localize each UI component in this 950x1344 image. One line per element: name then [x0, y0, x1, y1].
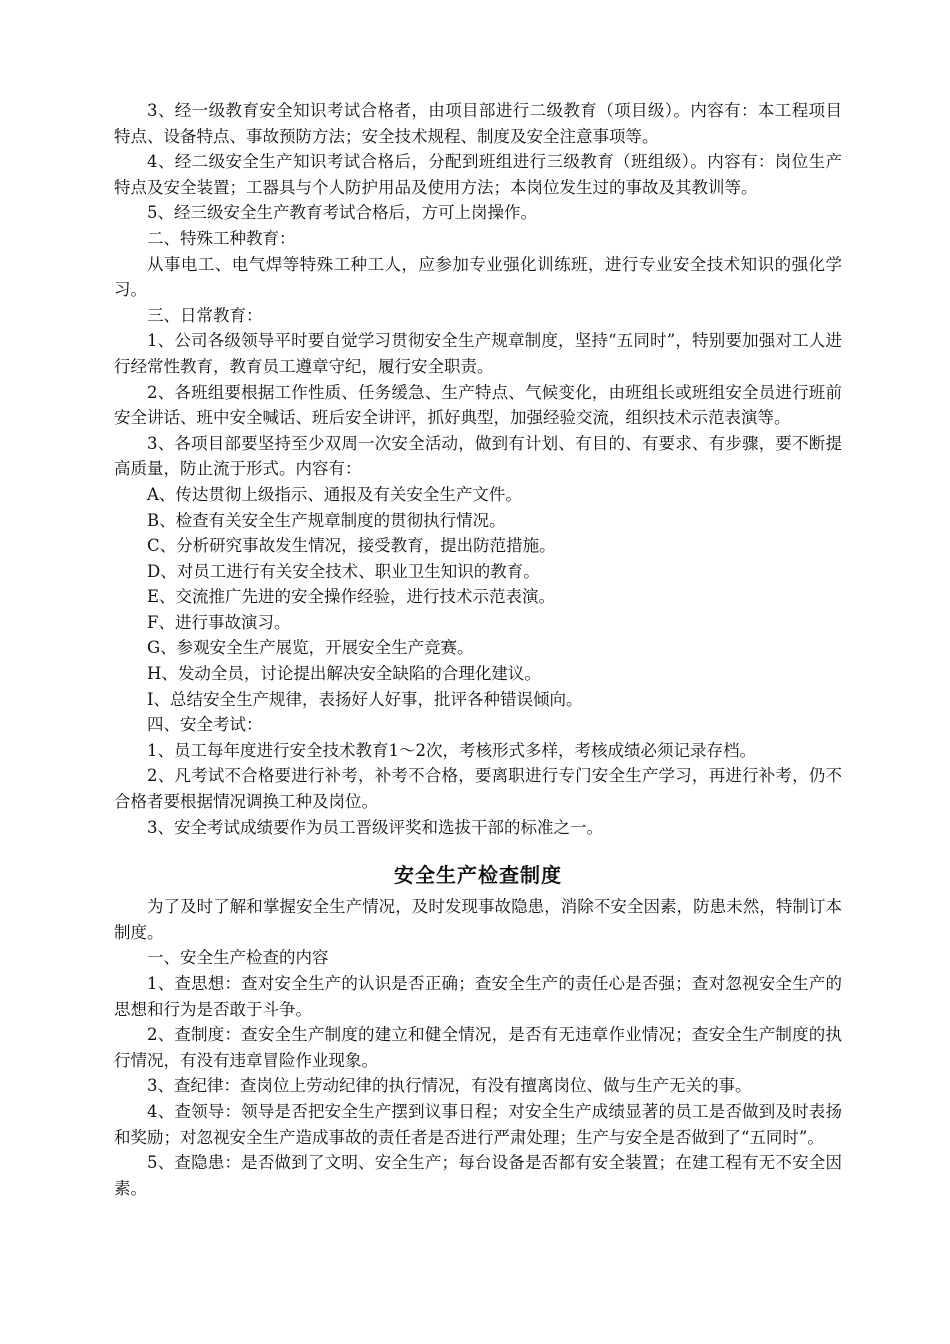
document-page	[114, 98, 842, 1201]
list-item-i: I、总结安全生产规律，表扬好人好事，批评各种错误倾向。	[147, 689, 583, 709]
list-item-d: D、对员工进行有关安全技术、职业卫生知识的教育。	[147, 561, 540, 581]
paragraph-daily-1: 1、公司各级领导平时要自觉学习贯彻安全生产规章制度，坚持“五同时”，特别要加强对工人进行经常性教育，教育员工遵章守纪，履行安全职责。	[114, 331, 842, 376]
paragraph-special-trades: 从事电工、电气焊等特殊工种工人，应参加专业强化训练班，进行专业安全技术知识的强化学习。	[114, 254, 842, 300]
list-item-g: G、参观安全生产展览，开展安全生产竞赛。	[147, 638, 474, 658]
subheading-inspection-content: 一、安全生产检查的内容	[147, 948, 329, 968]
section-title: 安全生产检查制度	[394, 863, 562, 888]
paragraph-check-thinking: 1、查思想：查对安全生产的认识是否正确；查安全生产的责任心是否强；查对忽视安全生产的思想和行为是否敢于斗争。	[114, 974, 842, 1019]
paragraph-level3-education: 4、经二级安全生产知识考试合格后，分配到班组进行三级教育（班组级）。内容有：岗位生产特点及安全装置；工器具与个人防护用品及使用方法；本岗位发生过的事故及其教训等。	[114, 152, 842, 197]
paragraph-exam-2: 2、凡考试不合格要进行补考，补考不合格，要离职进行专门安全生产学习，再进行补考，仍不合格者要根据情况调换工种及岗位。	[114, 766, 842, 812]
subheading-safety-exam: 四、安全考试：	[147, 715, 263, 735]
list-item-h: H、发动全员，讨论提出解决安全缺陷的合理化建议。	[147, 664, 541, 684]
paragraph-daily-2: 2、各班组要根据工作性质、任务缓急、生产特点、气候变化，由班组长或班组安全员进行班前安全讲话、班中安全喊话、班后安全讲评，抓好典型，加强经验交流，组织技术示范表演等。	[114, 382, 842, 428]
list-item-e: E、交流推广先进的安全操作经验，进行技术示范表演。	[147, 587, 556, 607]
paragraph-check-leadership: 4、查领导：领导是否把安全生产摆到议事日程；对安全生产成绩显著的员工是否做到及时表扬和奖励；对忽视安全生产造成事故的责任者是否进行严肃处理；生产与安全是否做到了“五同时”。	[114, 1101, 842, 1147]
list-item-f: F、进行事故演习。	[147, 612, 291, 632]
subheading-special-trades: 二、特殊工种教育：	[147, 228, 296, 248]
paragraph-start-work: 5、经三级安全生产教育考试合格后，方可上岗操作。	[147, 203, 537, 223]
safety-inspection-section	[114, 858, 842, 1201]
paragraph-check-discipline: 3、查纪律：查岗位上劳动纪律的执行情况，有没有擅离岗位、做与生产无关的事。	[147, 1076, 752, 1096]
subheading-daily-education: 三、日常教育：	[147, 305, 263, 325]
paragraph-daily-3: 3、各项目部要坚持至少双周一次安全活动，做到有计划、有目的、有要求、有步骤，要不断提高质量，防止流于形式。内容有：	[114, 433, 842, 479]
safety-education-section	[114, 98, 842, 840]
list-item-a: A、传达贯彻上级指示、通报及有关安全生产文件。	[147, 484, 522, 504]
paragraph-level2-education: 3、经一级教育安全知识考试合格者，由项目部进行二级教育（项目级）。内容有：本工程项目特点、设备特点、事故预防方法；安全技术规程、制度及安全注意事项等。	[114, 101, 842, 146]
paragraph-exam-3: 3、安全考试成绩要作为员工晋级评奖和选拔干部的标准之一。	[147, 817, 603, 837]
paragraph-exam-1: 1、员工每年度进行安全技术教育1～2次，考核形式多样，考核成绩必须记录存档。	[147, 740, 756, 760]
paragraph-check-rules: 2、查制度：查安全生产制度的建立和健全情况，是否有无违章作业情况；查安全生产制度的执行情况，有没有违章冒险作业现象。	[114, 1025, 842, 1070]
list-item-b: B、检查有关安全生产规章制度的贯彻执行情况。	[147, 510, 506, 530]
paragraph-intro: 为了及时了解和掌握安全生产情况，及时发现事故隐患，消除不安全因素，防患未然，特制订本制度。	[114, 897, 842, 942]
paragraph-check-hazards: 5、查隐患：是否做到了文明、安全生产；每台设备是否都有安全装置；在建工程有无不安全因素。	[114, 1153, 842, 1198]
list-item-c: C、分析研究事故发生情况，接受教育，提出防范措施。	[147, 536, 556, 556]
